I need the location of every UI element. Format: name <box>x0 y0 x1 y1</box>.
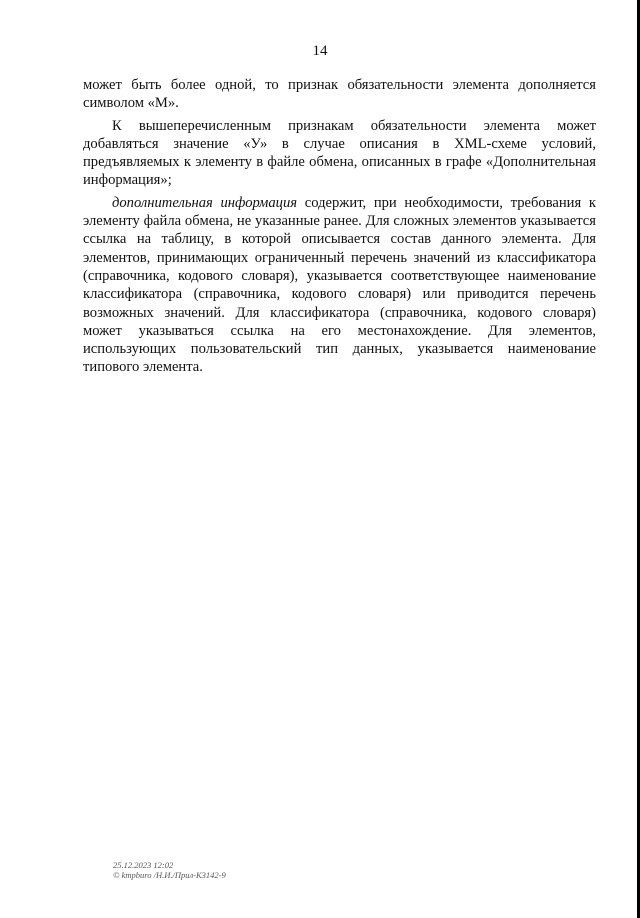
stamp-source: © kmpburo /Н.И./Прил-К3142-9 <box>113 870 226 880</box>
body-text <box>83 76 596 377</box>
paragraph-additional-info <box>83 194 596 377</box>
paragraph-continuation: может быть более одной, то признак обязательности элемента дополняется символом «М». <box>83 77 596 112</box>
print-stamp <box>113 860 226 880</box>
stamp-datetime: 25.12.2023 12:02 <box>113 860 174 870</box>
paragraph-additional-info-text: содержит, при необходимости, требования к элементу файла обмена, не указанные ранее. Для сложных элементов указывается ссылка на таблицу, в которой описывается состав данного элемента. Для элементов, принимающих ограниченный перечень значений из классификатора (справочника, кодового словаря), указывается соответствующее наименование классификатора (справочника, кодового словаря) или приводится перечень возможных значений. Для классификатора (справочника, кодового словаря) может указываться ссылка на его местонахождение. Для элементов, использующих пользовательский тип данных, указывается наименование типового элемента. <box>83 194 596 376</box>
paragraph-mandatory-flag: К вышеперечисленным признакам обязательности элемента может добавляться значение «У» в случае описания в XML-схеме условий, предъявляемых к элементу в файле обмена, описанных в графе «Дополнительная информация»; <box>83 117 596 189</box>
term-additional-info: дополнительная информация <box>112 194 298 211</box>
page-number: 14 <box>312 43 328 59</box>
